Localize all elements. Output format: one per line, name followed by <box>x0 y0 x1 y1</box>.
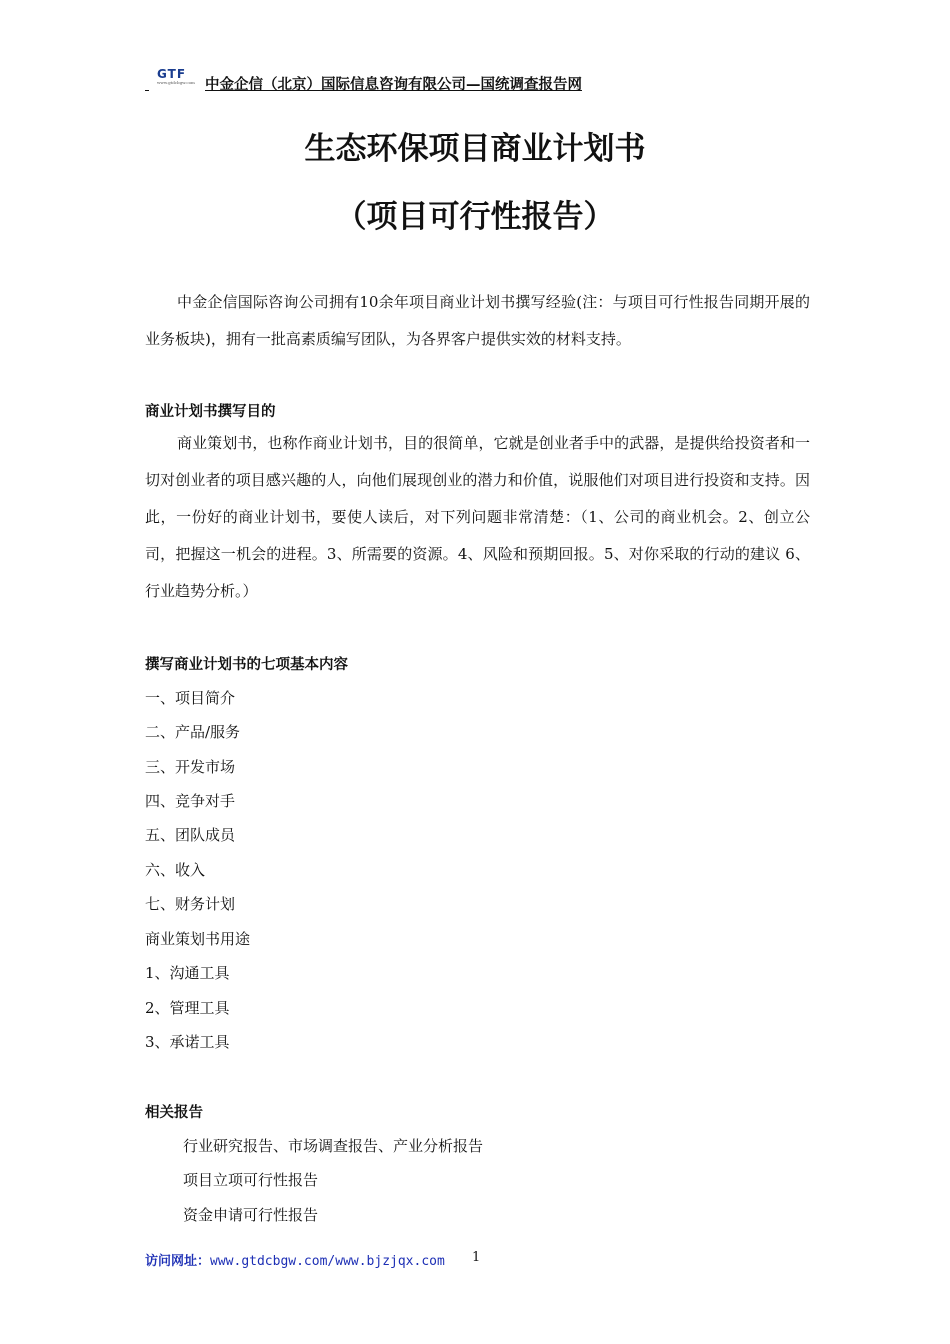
related-report: 行业研究报告、市场调查报告、产业分析报告 <box>183 1137 484 1155</box>
list-item: 一、项目简介 <box>145 689 236 707</box>
footer-url[interactable]: 访问网址：www.gtdcbgw.com/www.bjzjqx.com <box>145 1254 445 1269</box>
list-item: 六、收入 <box>145 861 206 879</box>
list-item: 四、竞争对手 <box>145 792 236 810</box>
intro-paragraph: 中金企信国际咨询公司拥有10余年项目商业计划书撰写经验(注：与项目可行性报告同期开展的业务板块)，拥有一批高素质编写团队，为各界客户提供实效的材料支持。 <box>145 293 810 348</box>
doc-subtitle: （项目可行性报告） <box>335 199 615 235</box>
list-item: 二、产品/服务 <box>145 723 241 741</box>
list-item: 五、团队成员 <box>145 826 236 844</box>
list-item: 商业策划书用途 <box>145 930 251 948</box>
section-paragraph: 商业策划书，也称作商业计划书，目的很简单，它就是创业者手中的武器，是提供给投资者和一切对创业者的项目感兴趣的人，向他们展现创业的潜力和价值，说服他们对项目进行投资和支持。因此，一份好的商业计划书，要使人读后，对下列问题非常清楚：（1、公司的商业机会。2、创立公司，把握这一机会的进程。3、所需要的资源。4、风险和预期回报。5、对你采取的行动的建议 6、行业趋势分析。） <box>145 434 810 600</box>
section-heading: 撰写商业计划书的七项基本内容 <box>145 657 348 673</box>
doc-title: 生态环保项目商业计划书 <box>304 131 646 167</box>
list-item: 3、承诺工具 <box>145 1033 230 1051</box>
section-heading: 商业计划书撰写目的 <box>145 404 276 420</box>
header-company: 中金企信（北京）国际信息咨询有限公司—国统调查报告网 <box>205 77 582 93</box>
related-report: 项目立项可行性报告 <box>183 1171 319 1189</box>
page-number: 1 <box>472 1250 481 1265</box>
section-heading: 相关报告 <box>145 1105 203 1121</box>
list-item: 三、开发市场 <box>145 758 236 776</box>
header-mark <box>145 90 149 91</box>
related-report: 资金申请可行性报告 <box>183 1206 319 1224</box>
list-item: 七、财务计划 <box>145 895 236 913</box>
company-logo: GTF www.gtdcbgw.com <box>157 67 195 85</box>
list-item: 1、沟通工具 <box>145 964 230 982</box>
list-item: 2、管理工具 <box>145 999 230 1017</box>
